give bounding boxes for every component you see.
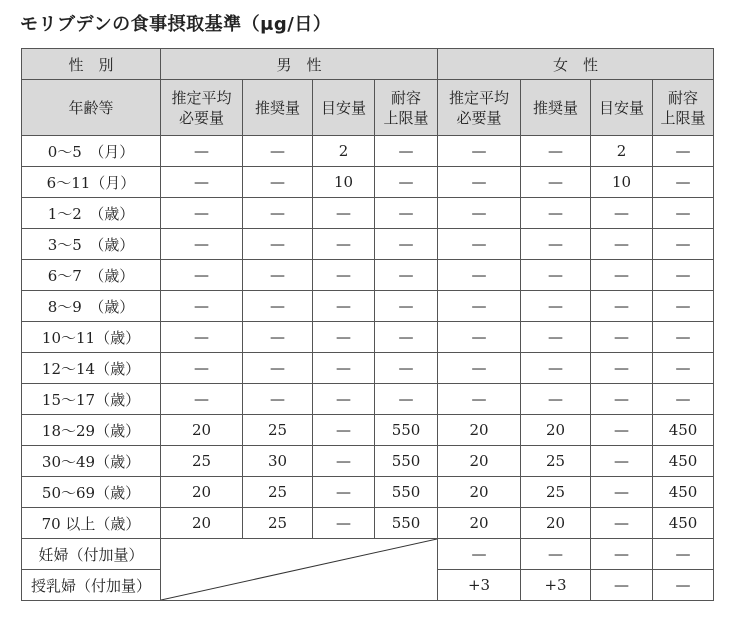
age-cell: 70 以上（歳） — [22, 508, 161, 539]
value-cell: — — [653, 291, 714, 322]
age-cell: 15～17（歳） — [22, 384, 161, 415]
value-cell: — — [591, 415, 653, 446]
table-row — [22, 508, 714, 539]
value-cell: 30 — [243, 446, 313, 477]
age-cell: 18～29（歳） — [22, 415, 161, 446]
value-cell: 450 — [653, 477, 714, 508]
value-cell: 20 — [161, 477, 243, 508]
table-row — [22, 446, 714, 477]
header-row-columns — [22, 80, 714, 136]
value-cell: — — [521, 353, 591, 384]
value-cell: 550 — [375, 477, 438, 508]
value-cell: 20 — [161, 415, 243, 446]
value-cell: — — [591, 291, 653, 322]
value-cell: — — [243, 322, 313, 353]
value-cell: — — [438, 198, 521, 229]
male-header: 男 性 — [161, 49, 438, 80]
value-cell: — — [375, 353, 438, 384]
value-cell: — — [521, 167, 591, 198]
age-cell: 30～49（歳） — [22, 446, 161, 477]
value-cell: 2 — [313, 136, 375, 167]
value-cell: 20 — [521, 415, 591, 446]
value-cell: — — [438, 384, 521, 415]
value-cell: — — [438, 229, 521, 260]
header-line: 推定平均 — [171, 88, 232, 107]
value-cell: 20 — [438, 477, 521, 508]
value-cell: — — [161, 353, 243, 384]
value-cell: — — [438, 136, 521, 167]
value-cell: 20 — [438, 508, 521, 539]
value-cell: — — [591, 322, 653, 353]
age-cell: 50～69（歳） — [22, 477, 161, 508]
table-row — [22, 384, 714, 415]
value-cell: 450 — [653, 508, 714, 539]
value-cell: 25 — [161, 446, 243, 477]
value-cell: — — [438, 539, 521, 570]
header-line: 耐容 — [668, 88, 699, 107]
age-cell: 10～11（歳） — [22, 322, 161, 353]
value-cell: — — [591, 353, 653, 384]
age-cell: 0～5 （月） — [22, 136, 161, 167]
value-cell: — — [521, 291, 591, 322]
value-cell: — — [653, 570, 714, 601]
value-cell: — — [243, 353, 313, 384]
not-applicable-diagonal-cell — [161, 539, 438, 601]
molybdenum-intake-table — [21, 48, 714, 601]
table-row — [22, 260, 714, 291]
value-cell: — — [591, 446, 653, 477]
value-cell: — — [591, 570, 653, 601]
value-cell: — — [591, 198, 653, 229]
header-line: 上限量 — [383, 108, 429, 127]
value-cell: +3 — [438, 570, 521, 601]
value-cell: — — [243, 136, 313, 167]
value-cell: — — [375, 198, 438, 229]
value-cell: 550 — [375, 508, 438, 539]
value-cell: — — [375, 322, 438, 353]
value-cell: — — [375, 384, 438, 415]
value-cell: — — [313, 198, 375, 229]
value-cell: 25 — [521, 446, 591, 477]
value-cell: — — [653, 136, 714, 167]
table-row — [22, 229, 714, 260]
value-cell: — — [313, 415, 375, 446]
value-cell: — — [521, 198, 591, 229]
value-cell: — — [591, 229, 653, 260]
value-cell: — — [313, 229, 375, 260]
value-cell: — — [161, 322, 243, 353]
value-cell: — — [521, 260, 591, 291]
female-rda-header — [521, 80, 591, 136]
value-cell: 25 — [243, 477, 313, 508]
diagonal-line — [161, 539, 437, 600]
value-cell: — — [591, 477, 653, 508]
value-cell: 25 — [243, 508, 313, 539]
age-cell: 6～11（月） — [22, 167, 161, 198]
value-cell: 10 — [591, 167, 653, 198]
value-cell: — — [653, 167, 714, 198]
value-cell: — — [653, 384, 714, 415]
value-cell: — — [243, 167, 313, 198]
header-line: 推奨量 — [533, 98, 579, 117]
value-cell: 550 — [375, 446, 438, 477]
value-cell: — — [591, 539, 653, 570]
age-cell: 12～14（歳） — [22, 353, 161, 384]
value-cell: — — [653, 260, 714, 291]
value-cell: — — [438, 260, 521, 291]
age-cell: 3～5 （歳） — [22, 229, 161, 260]
sex-label: 性 別 — [22, 49, 161, 80]
value-cell: — — [313, 384, 375, 415]
value-cell: — — [243, 291, 313, 322]
value-cell: — — [313, 291, 375, 322]
value-cell: — — [521, 229, 591, 260]
value-cell: 450 — [653, 415, 714, 446]
value-cell: — — [313, 477, 375, 508]
age-cell: 6～7 （歳） — [22, 260, 161, 291]
male-rda-header — [243, 80, 313, 136]
value-cell: — — [313, 260, 375, 291]
value-cell: — — [653, 198, 714, 229]
value-cell: — — [653, 322, 714, 353]
value-cell: — — [161, 136, 243, 167]
value-cell: — — [243, 229, 313, 260]
value-cell: 25 — [521, 477, 591, 508]
value-cell: — — [591, 508, 653, 539]
age-cell: 授乳婦（付加量） — [22, 570, 161, 601]
value-cell: — — [243, 384, 313, 415]
value-cell: — — [161, 291, 243, 322]
age-cell: 8～9 （歳） — [22, 291, 161, 322]
value-cell: — — [438, 353, 521, 384]
value-cell: — — [375, 167, 438, 198]
page-title: モリブデンの食事摂取基準（μg/日） — [20, 14, 332, 35]
value-cell: — — [591, 260, 653, 291]
value-cell: — — [521, 136, 591, 167]
value-cell: — — [313, 508, 375, 539]
value-cell: 20 — [438, 415, 521, 446]
table-row — [22, 415, 714, 446]
table-row — [22, 477, 714, 508]
value-cell: 10 — [313, 167, 375, 198]
female-header: 女 性 — [438, 49, 714, 80]
value-cell: — — [243, 198, 313, 229]
female-ai-header — [591, 80, 653, 136]
value-cell: — — [521, 539, 591, 570]
value-cell: 20 — [438, 446, 521, 477]
value-cell: +3 — [521, 570, 591, 601]
header-line: 必要量 — [456, 108, 502, 127]
value-cell: 2 — [591, 136, 653, 167]
value-cell: — — [591, 384, 653, 415]
value-cell: 550 — [375, 415, 438, 446]
male-ul-header — [375, 80, 438, 136]
value-cell: 25 — [243, 415, 313, 446]
table-row — [22, 539, 714, 570]
value-cell: — — [161, 229, 243, 260]
value-cell: — — [161, 167, 243, 198]
female-ul-header — [653, 80, 714, 136]
age-cell: 1～2 （歳） — [22, 198, 161, 229]
value-cell: — — [438, 167, 521, 198]
table-row — [22, 167, 714, 198]
value-cell: — — [521, 384, 591, 415]
value-cell: — — [243, 260, 313, 291]
value-cell: — — [313, 446, 375, 477]
value-cell: — — [313, 353, 375, 384]
header-line: 上限量 — [660, 108, 706, 127]
value-cell: — — [438, 291, 521, 322]
value-cell: — — [375, 229, 438, 260]
header-line: 推奨量 — [254, 98, 300, 117]
age-cell: 妊婦（付加量） — [22, 539, 161, 570]
table-row — [22, 198, 714, 229]
value-cell: — — [521, 322, 591, 353]
value-cell: — — [161, 260, 243, 291]
value-cell: — — [375, 136, 438, 167]
table-row — [22, 322, 714, 353]
female-ear-header — [438, 80, 521, 136]
male-ear-header — [161, 80, 243, 136]
header-line: 必要量 — [178, 108, 224, 127]
header-line: 目安量 — [599, 98, 645, 117]
value-cell: — — [653, 539, 714, 570]
table-row — [22, 353, 714, 384]
value-cell: — — [375, 260, 438, 291]
male-ai-header — [313, 80, 375, 136]
value-cell: 20 — [521, 508, 591, 539]
value-cell: — — [375, 291, 438, 322]
table-row — [22, 136, 714, 167]
header-row-sex — [22, 49, 714, 80]
value-cell: — — [161, 384, 243, 415]
value-cell: — — [313, 322, 375, 353]
age-label: 年齢等 — [22, 80, 161, 136]
value-cell: — — [653, 353, 714, 384]
header-line: 目安量 — [320, 98, 366, 117]
value-cell: — — [438, 322, 521, 353]
value-cell: — — [161, 198, 243, 229]
value-cell: — — [653, 229, 714, 260]
value-cell: 450 — [653, 446, 714, 477]
header-line: 耐容 — [391, 88, 422, 107]
value-cell: 20 — [161, 508, 243, 539]
table-row — [22, 291, 714, 322]
header-line: 推定平均 — [449, 88, 510, 107]
